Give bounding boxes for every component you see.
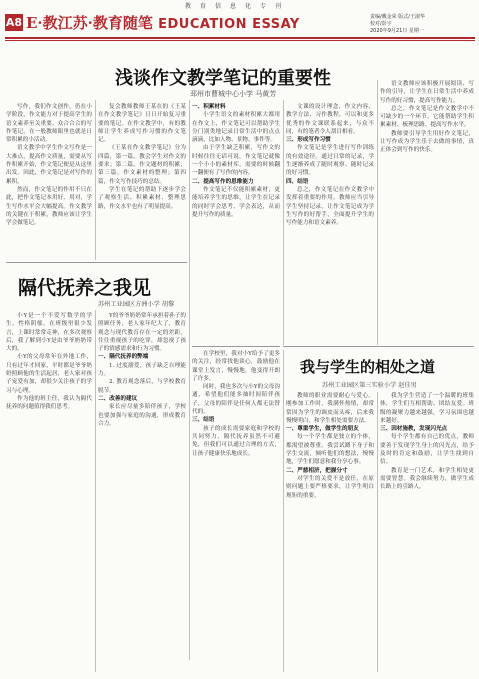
section-heading: 四、结语 bbox=[286, 178, 309, 185]
section-heading: 二、提高写作的思维能力 bbox=[192, 178, 254, 185]
paragraph: 孩子的成长需要家庭和学校的共同努力，隔代抚养虽然不可避免，但我们可以通过合理的方式，让孩子健康快乐地成长。 bbox=[192, 425, 280, 457]
column-divider bbox=[95, 100, 96, 260]
paragraph: 然而，作文笔记的作用不只在此，把作文笔记本用好、用对，学生写作水平会大幅提高。作文教学的关键在于积累，教师应该让学生学会做笔记。 bbox=[6, 186, 92, 227]
paragraph: 《王某在作文教学笔记》分为四篇，第一篇，教会学生对作文的要求；第二篇，作文题材的积累；第三篇，作文素材的整理；第四篇，作文写作技巧的总结。 bbox=[98, 145, 186, 185]
left-article-column-2 bbox=[98, 312, 186, 672]
left-article-byline: 苏州工业园区方洲小学 胡黎 bbox=[98, 301, 175, 308]
paragraph: 小学生语文的素材积累大都用在作文上，作文笔记可以帮助学生分门别类地记录日常生活中的点点滴滴，比如人物、景物、事件等。 bbox=[192, 112, 280, 144]
column-divider bbox=[377, 80, 378, 345]
main-article-column-5 bbox=[380, 80, 474, 343]
left-article-column-1 bbox=[6, 312, 92, 672]
paragraph: 教育是一门艺术，和学生相处更需要智慧。我会继续努力，做学生成长路上的引路人。 bbox=[380, 467, 474, 491]
paragraph: 语文教师应该积极开展阅读、写作的引导，让学生在日常生活中养成写作的好习惯，提高写作能力。 bbox=[380, 81, 474, 104]
paragraph: 小Y的父母常年在外地工作，只有过年才回家，平时都是爷爷奶奶照顾他的生活起居，老人家对孩子宠爱有加，却很少关注孩子的学习与心理。 bbox=[6, 354, 92, 394]
issue-date: 2020年9月21日 星期一 bbox=[370, 28, 424, 34]
section-heading: 三、结语 bbox=[192, 417, 215, 424]
paragraph: 文课的设计理念，作文内容、教学方法、习作教程，可以和更多优秀的作文课联系起来，与众不同，有的笔者令人刮目相看。 bbox=[286, 104, 374, 135]
paragraph: 家长应尽量多陪伴孩子，学校也要加强与家庭的沟通，形成教育合力。 bbox=[98, 404, 186, 427]
paragraph: 小Y是一个不爱写数学的学生，性格阴郁，在班级里很少发言，上课时常常走神，在多次观察后，我了解到小Y是由爷爷奶奶带大的。 bbox=[6, 313, 92, 353]
top-tagline-strip bbox=[0, 0, 479, 10]
main-article-title: 浅谈作文教学笔记的重要性 bbox=[115, 68, 331, 89]
paragraph: 复会教师教师王某在的《王某在作文教学笔记》日日开始复习重要的笔记。在作文教学中，有的教师让学生养成写作习惯的作文笔记。 bbox=[98, 104, 186, 144]
section-heading: 二、严慈相济，把握分寸 bbox=[286, 467, 348, 474]
section-heading: 三、因材施教，发现闪光点 bbox=[380, 426, 448, 433]
paragraph: 学生在笔记的帮助下逐步学会了观察生活、积累素材、整理思路，作文水平也有了明显提高。 bbox=[98, 186, 186, 210]
section-heading: 二、改善的建议 bbox=[98, 395, 138, 402]
section-divider bbox=[6, 262, 187, 263]
paragraph: 同时，我也多次与小Y的父母沟通，希望他们能多抽时间陪伴孩子，父母的陪伴是任何人都无法替代的。 bbox=[192, 384, 280, 416]
header-meta bbox=[370, 14, 425, 35]
main-article-column-3 bbox=[192, 103, 280, 343]
header-rule-thin bbox=[5, 40, 475, 41]
paragraph: 在学校里，我对小Y给予了更多的关注，经常找他谈心，鼓励他在课堂上发言，慢慢地，他变得开朗了许多。 bbox=[192, 351, 280, 382]
page-header bbox=[0, 11, 479, 37]
page-number: A8 bbox=[5, 16, 23, 29]
right-article-column-1 bbox=[286, 392, 374, 672]
main-article-column-1 bbox=[6, 103, 92, 258]
column-divider bbox=[189, 100, 190, 660]
column-divider bbox=[95, 310, 96, 672]
paragraph: 每一个学生都是独立的个体，都渴望被尊重。我尝试蹲下身子和学生交流，倾听他们的想法，慢慢地，学生们愿意和我分享心事。 bbox=[286, 434, 374, 466]
main-article-byline: 邳州市曹城中心小学 马黄芳 bbox=[190, 90, 277, 98]
paragraph: 作为他的班主任，我认为隔代抚养的问题值得我们思考。 bbox=[6, 395, 92, 411]
paragraph: 教师的职业需要耐心与爱心。刚参加工作时，我满怀热情，却常常因为学生的调皮而头疼，后来我慢慢明白，和学生相处需要方法。 bbox=[286, 393, 374, 424]
header-rule-thick bbox=[5, 37, 475, 39]
top-tagline: 教育信息化专刊 bbox=[185, 3, 291, 10]
paragraph: 总之，作文笔记是作文教学中不可缺少的一个环节，它能帮助学生积累素材、梳理思路、提高写作水平。 bbox=[380, 105, 474, 129]
section-divider bbox=[283, 346, 474, 347]
paragraph: 作文笔记是学生进行写作训练的有效途径。通过日常的记录，学生逐渐养成了随时观察、随时记录的好习惯。 bbox=[286, 145, 374, 177]
paragraph: 语文教学中学生作文写作是一大难点，提高作文质量，需要从写作积累开始，作文笔记便是从这里出发。因此，作文笔记是对写作的累积。 bbox=[6, 145, 92, 185]
main-article-column-2 bbox=[98, 103, 186, 258]
paragraph: 对学生的关爱不是放任，在原则问题上要严格要求，让学生明白规矩的重要。 bbox=[286, 475, 374, 499]
section-heading: 三、形成写作习惯 bbox=[286, 137, 331, 144]
right-article-title: 我与学生的相处之道 bbox=[300, 358, 436, 376]
section-divider bbox=[192, 346, 280, 347]
column-divider bbox=[283, 100, 284, 345]
paragraph: 我为学生营造了一个温暖的班集体，学生们互相帮助、团结友爱。班级的凝聚力越来越强，学习氛围也越来越好。 bbox=[380, 393, 474, 424]
section-heading: 一、隔代抚养的弊端 bbox=[98, 354, 149, 361]
paper-name bbox=[26, 12, 300, 33]
paragraph: 由于学生缺乏积累，写作文的时候往往无话可说，作文笔记就像一个小小的素材库，需要的时候翻一翻便有了写作的内容。 bbox=[192, 145, 280, 177]
paper-name-cn: E·教江苏·教育随笔 bbox=[26, 14, 159, 32]
paragraph: 1. 过度溺爱，孩子缺乏自理能力。 bbox=[98, 362, 186, 378]
main-article-column-4 bbox=[286, 103, 374, 343]
right-article-byline: 苏州工业园区第三实验小学 赵佳男 bbox=[322, 382, 417, 389]
paragraph: 写作，我们作文创作，仍在小学阶段，作文能力对于提高学生的语文素养至关重要。众合合合的写作笔记，在一般教师眼里也就是日常积累的小活动。 bbox=[6, 104, 92, 144]
column-divider bbox=[377, 392, 378, 672]
paragraph: 作文笔记不仅能积累素材，更能培养学生的思维，让学生在记录的同时学会思考、学会表达，从而提升写作的质量。 bbox=[192, 186, 280, 218]
left-article-title: 隔代抚养之我见 bbox=[18, 277, 152, 299]
paragraph: 2. 教育观念落后，与学校教育脱节。 bbox=[98, 379, 186, 394]
left-article-column-3 bbox=[192, 350, 280, 672]
paragraph: 总之，作文笔记在作文教学中发挥着重要的作用。教师应当引导学生坚持记录，让作文笔记成为学生写作的好帮手，全面提升学生的写作能力和语文素养。 bbox=[286, 186, 374, 227]
section-heading: 一、积累材料 bbox=[192, 104, 226, 110]
editor-credit: 责编/戴金荣 版式/王淑华 bbox=[370, 14, 425, 20]
paragraph: Y的爷爷奶奶常年承担着孙子的照顾任务，老人家年纪大了，教育观念与现代教育存在一定的差距，往往重视孩子的吃穿，却忽视了孩子的情感需求和行为习惯。 bbox=[98, 313, 186, 353]
column-divider bbox=[283, 350, 284, 672]
paragraph: 每个学生都有自己的优点，教师要善于发现学生身上的闪光点，给予及时的肯定和鼓励，让学生找到自信。 bbox=[380, 434, 474, 466]
section-heading: 一、尊重学生，做学生的朋友 bbox=[286, 426, 359, 433]
paper-name-en: EDUCATION ESSAY bbox=[158, 17, 300, 32]
paragraph: 教师要引导学生用好作文笔记，让写作成为学生乐于去做的事情，真正体会到写作的快乐。 bbox=[380, 130, 474, 154]
right-article-column-2 bbox=[380, 392, 474, 672]
proofreader-credit: 校对/彭宇 bbox=[370, 21, 392, 27]
